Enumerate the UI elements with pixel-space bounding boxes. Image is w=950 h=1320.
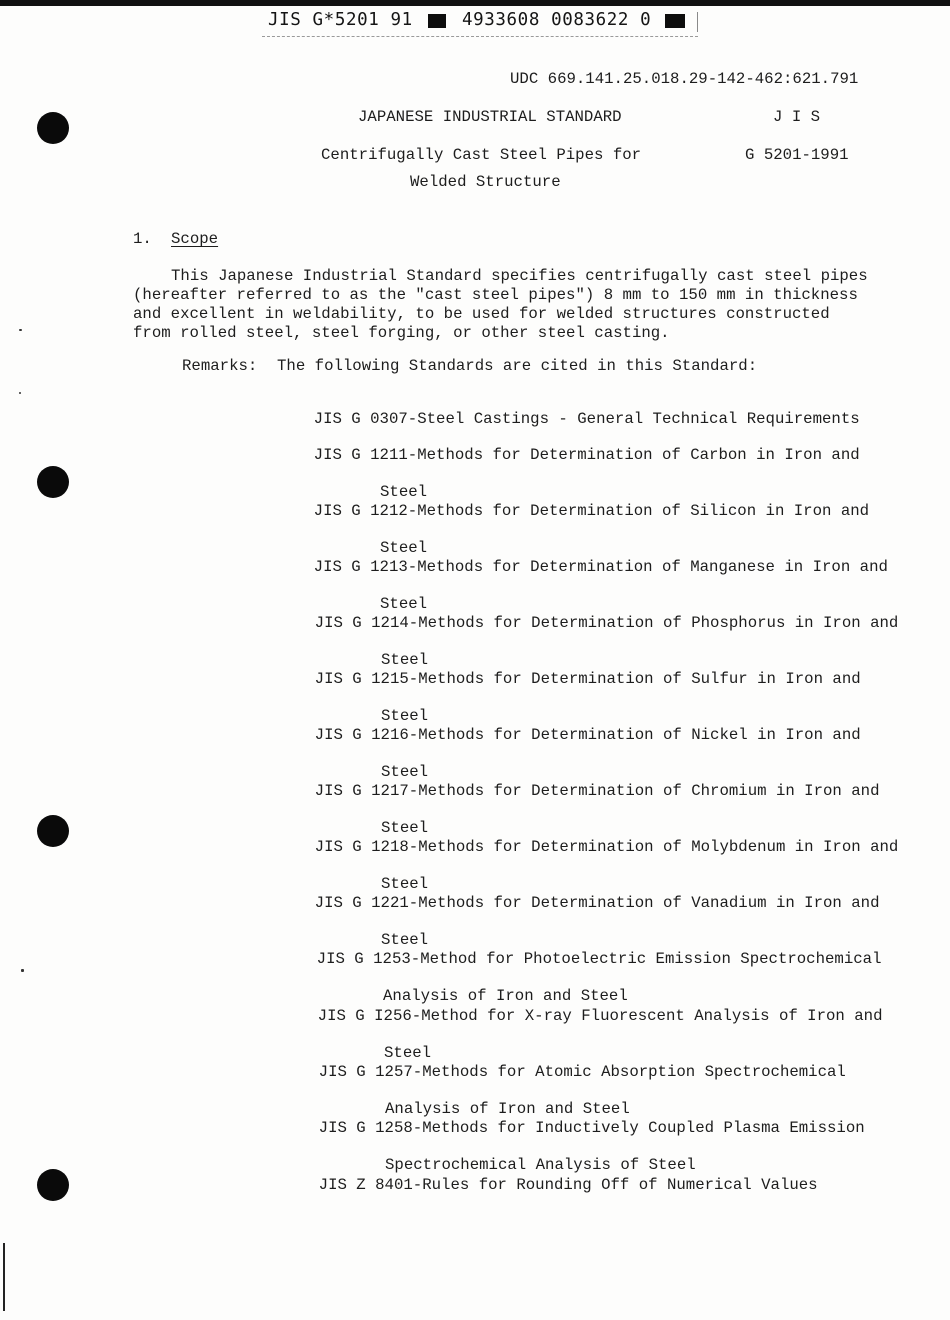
cited-standard-line: JIS G 1258-Methods for Inductively Coupled Plasma Emission [318,1119,865,1137]
scope-paragraph-line: from rolled steel, steel forging, or other steel casting. [133,324,670,342]
scan-speck [21,969,24,972]
header-tick-mark [697,12,698,32]
remarks-label: Remarks: [182,357,258,375]
cited-standard-line: JIS G 1221-Methods for Determination of Vanadium in Iron and [314,894,880,912]
cited-standard-continuation: Steel [384,1044,432,1062]
cited-standard-line: JIS G 0307-Steel Castings - General Technical Requirements [313,410,860,428]
cited-standard-line: JIS G 1214-Methods for Determination of Phosphorus in Iron and [314,614,899,632]
header-rule [262,36,698,37]
header-serial: 4933608 0083622 0 [462,10,652,30]
scan-speck [19,392,21,394]
cited-standard-line: JIS G 1257-Methods for Atomic Absorption Spectrochemical [318,1063,846,1081]
cited-standard-line: JIS G 1213-Methods for Determination of Manganese in Iron and [313,558,888,576]
scan-speck [19,329,22,331]
title-line-1: Centrifugally Cast Steel Pipes for [321,146,642,164]
cited-standard-line: JIS G 1217-Methods for Determination of Chromium in Iron and [314,782,880,800]
remarks-text: The following Standards are cited in this Standard: [277,357,758,375]
standard-number: G 5201-1991 [745,146,849,164]
scope-paragraph-line: (hereafter referred to as the "cast steel pipes") 8 mm to 150 mm in thickness [133,286,858,304]
cited-standard-line: JIS G 1212-Methods for Determination of Silicon in Iron and [313,502,870,520]
section-title: Scope [171,230,219,248]
cited-standard-continuation: Steel [381,651,429,669]
header-doc-code: JIS G*5201 91 [268,10,413,30]
cited-standard-line: JIS Z 8401-Rules for Rounding Off of Numerical Values [318,1176,818,1194]
cited-standard-continuation: Spectrochemical Analysis of Steel [385,1156,696,1174]
cited-standard-line: JIS G 1216-Methods for Determination of Nickel in Iron and [314,726,861,744]
cited-standard-continuation: Steel [381,819,429,837]
cited-standard-continuation: Steel [380,539,428,557]
cited-standard-continuation: Steel [381,763,429,781]
section-number: 1. [133,230,152,248]
jis-mark: J I S [773,108,821,126]
punch-hole [37,466,69,498]
standard-label: JAPANESE INDUSTRIAL STANDARD [358,108,622,126]
header-black-block [665,14,685,28]
cited-standard-continuation: Analysis of Iron and Steel [385,1100,630,1118]
cited-standard-line: JIS G 1253-Method for Photoelectric Emission Spectrochemical [316,950,882,968]
punch-hole [37,1169,69,1201]
udc-code: UDC 669.141.25.018.29-142-462:621.791 [510,70,859,88]
cited-standard [281,1158,818,1212]
cited-standard-continuation: Steel [380,483,428,501]
scan-top-bar [0,0,950,6]
cited-standard-line: JIS G 1215-Methods for Determination of Sulfur in Iron and [314,670,861,688]
cited-standard-line: JIS G I256-Method for X-ray Fluorescent Analysis of Iron and [317,1007,883,1025]
cited-standard-continuation: Steel [381,707,429,725]
cited-standard-continuation: Analysis of Iron and Steel [383,987,628,1005]
header-black-block [428,14,446,28]
cited-standard-continuation: Steel [380,595,428,613]
scope-paragraph-line: This Japanese Industrial Standard specifies centrifugally cast steel pipes [171,267,868,285]
cited-standard-line: JIS G 1211-Methods for Determination of Carbon in Iron and [313,446,860,464]
scan-margin-line [3,1243,5,1311]
punch-hole [37,112,69,144]
title-line-2: Welded Structure [410,173,561,191]
punch-hole [37,815,69,847]
cited-standard-line: JIS G 1218-Methods for Determination of Molybdenum in Iron and [314,838,899,856]
scope-paragraph-line: and excellent in weldability, to be used for welded structures constructed [133,305,830,323]
cited-standard-continuation: Steel [381,875,429,893]
cited-standard-continuation: Steel [381,931,429,949]
